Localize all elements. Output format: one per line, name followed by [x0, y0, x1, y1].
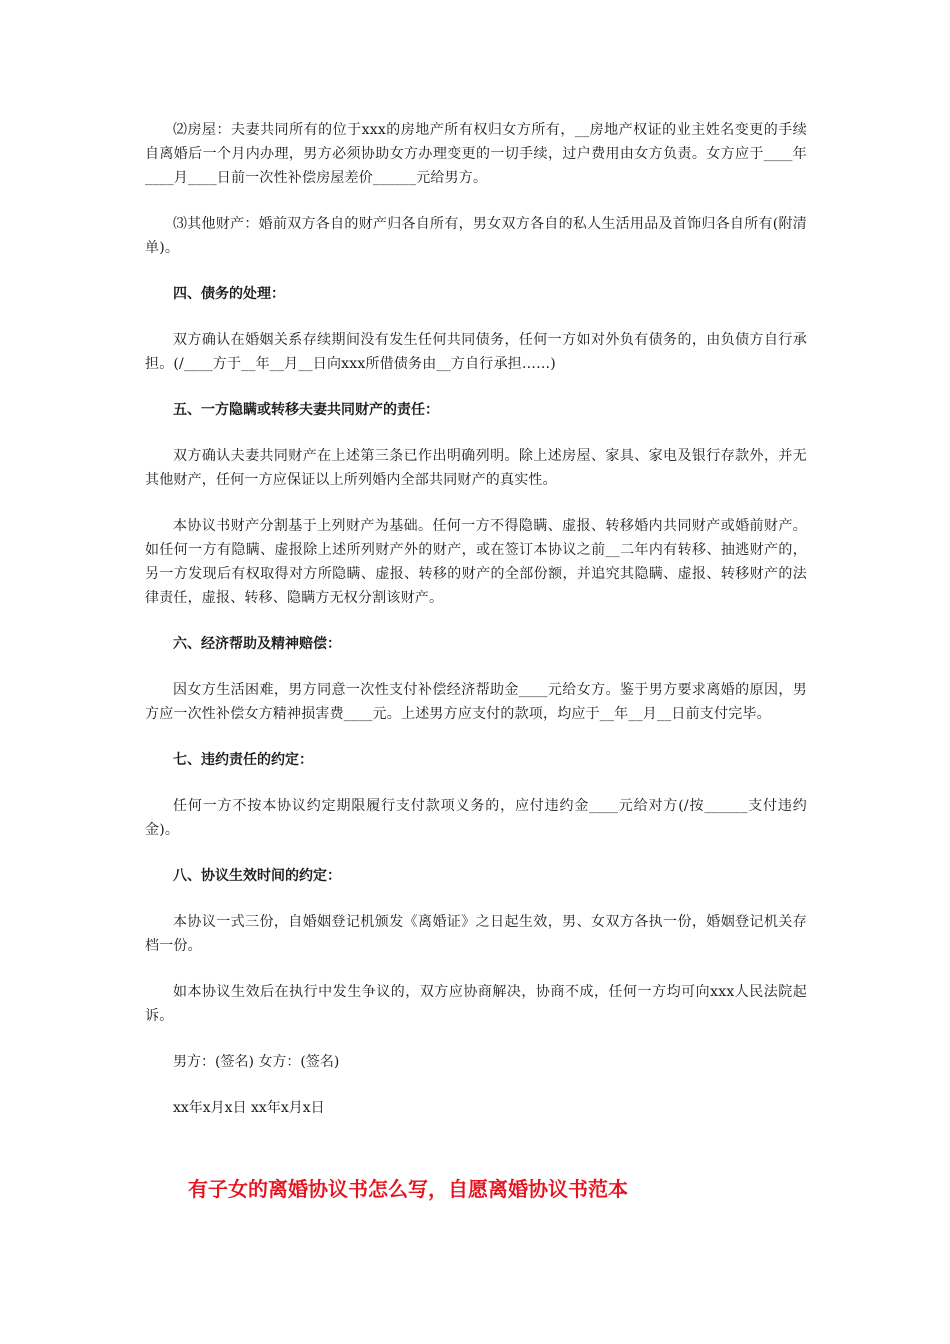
paragraph-effective: 本协议一式三份，自婚姻登记机颁发《离婚证》之日起生效，男、女双方各执一份，婚姻登记机关存档一份。 [145, 914, 807, 954]
signature-date: xx年x月x日 xx年x月x日 [173, 1100, 325, 1116]
heading-debt: 四、债务的处理： [173, 286, 285, 302]
paragraph-dispute: 如本协议生效后在执行中发生争议的，双方应协商解决，协商不成，任何一方均可向xxx人民法院起诉。 [145, 984, 807, 1024]
signature-line: 男方：(签名) 女方：(签名) [173, 1054, 340, 1070]
paragraph-house: ⑵房屋：夫妻共同所有的位于xxx的房地产所有权归女方所有，__房地产权证的业主姓名变更的手续自离婚后一个月内办理，男方必须协助女方办理变更的一切手续，过户费用由女方负责。女方应于____年____月____日前一次性补偿房屋差价______元给男方。 [145, 122, 807, 186]
heading-breach: 七、违约责任的约定： [173, 752, 313, 768]
document-body [145, 118, 807, 1120]
heading-effective-time: 八、协议生效时间的约定： [173, 868, 341, 884]
paragraph-breach: 任何一方不按本协议约定期限履行支付款项义务的，应付违约金____元给对方(/按______支付违约金)。 [145, 798, 807, 838]
paragraph-other-property: ⑶其他财产：婚前双方各自的财产归各自所有，男女双方各自的私人生活用品及首饰归各自所有(附清单)。 [145, 216, 807, 256]
paragraph-debt: 双方确认在婚姻关系存续期间没有发生任何共同债务，任何一方如对外负有债务的，由负债方自行承担。(/____方于__年__月__日向xxx所借债务由__方自行承担……) [145, 332, 807, 372]
paragraph-confirm-property: 双方确认夫妻共同财产在上述第三条已作出明确列明。除上述房屋、家具、家电及银行存款外，并无其他财产，任何一方应保证以上所列婚内全部共同财产的真实性。 [145, 448, 807, 488]
paragraph-economic-help: 因女方生活困难，男方同意一次性支付补偿经济帮助金____元给女方。鉴于男方要求离婚的原因，男方应一次性补偿女方精神损害费____元。上述男方应支付的款项，均应于__年__月__日前支付完毕。 [145, 682, 807, 722]
article-title-link[interactable]: 有子女的离婚协议书怎么写，自愿离婚协议书范本 [188, 1177, 628, 1201]
heading-economic-help: 六、经济帮助及精神赔偿： [173, 636, 341, 652]
heading-concealment: 五、一方隐瞒或转移夫妻共同财产的责任： [173, 402, 439, 418]
paragraph-division-basis: 本协议书财产分割基于上列财产为基础。任何一方不得隐瞒、虚报、转移婚内共同财产或婚前财产。如任何一方有隐瞒、虚报除上述所列财产外的财产，或在签订本协议之前__二年内有转移、抽逃财产的，另一方发现后有权取得对方所隐瞒、虚报、转移的财产的全部份额，并追究其隐瞒、虚报、转移财产的法律责任，虚报、转移、隐瞒方无权分割该财产。 [145, 518, 807, 606]
